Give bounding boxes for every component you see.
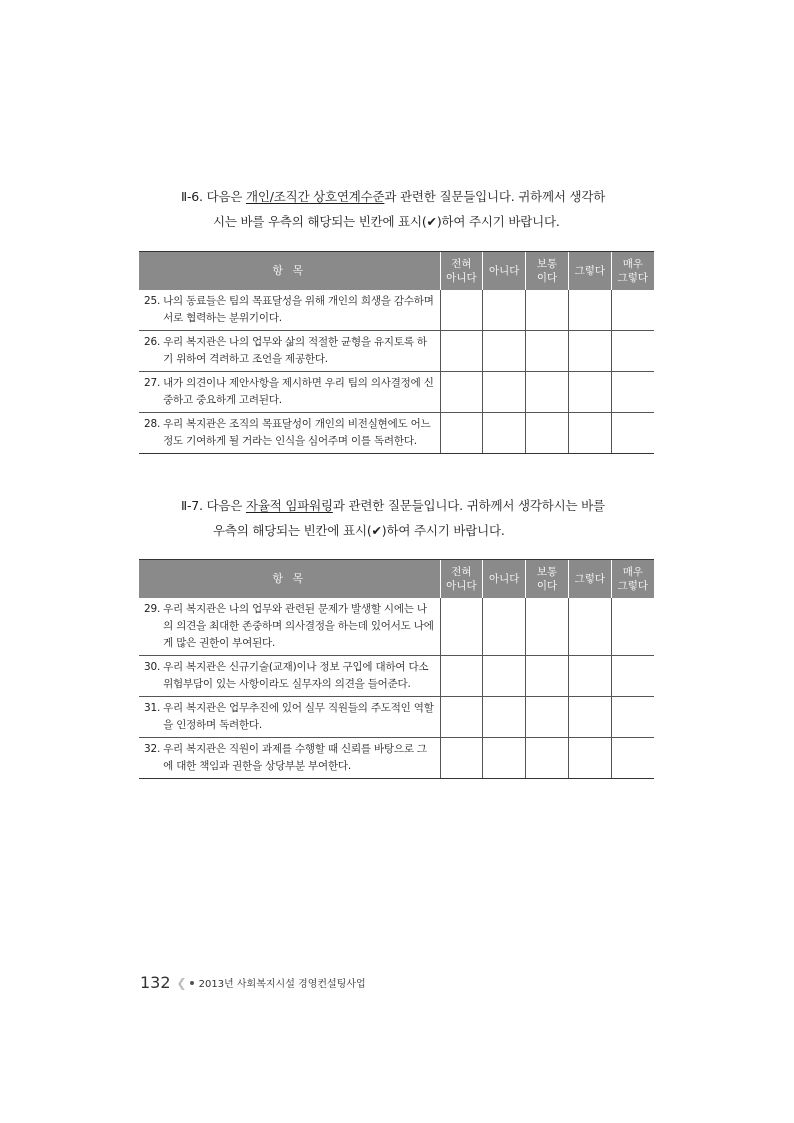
question-number: 29. (144, 603, 161, 615)
section1-intro (181, 184, 655, 234)
answer-cell-neutral[interactable] (526, 697, 569, 738)
answer-cell-neutral[interactable] (526, 656, 569, 697)
answer-cell-agree[interactable] (568, 738, 611, 779)
page-footer (140, 973, 366, 992)
table-row (139, 738, 654, 779)
header-opt-strongly-disagree: 전혀 아니다 (440, 560, 483, 599)
header-opt-strongly-disagree: 전혀 아니다 (440, 252, 483, 291)
table-row (139, 697, 654, 738)
answer-cell-strongly-disagree[interactable] (440, 656, 483, 697)
table-row (139, 372, 654, 413)
answer-cell-strongly-disagree[interactable] (440, 331, 483, 372)
section1-survey-table (139, 251, 654, 454)
answer-cell-agree[interactable] (568, 413, 611, 454)
answer-cell-agree[interactable] (568, 697, 611, 738)
question-cell (139, 331, 440, 372)
running-title: 2013년 사회복지시설 경영컨설팅사업 (198, 979, 366, 990)
bullet-icon (190, 981, 194, 985)
answer-cell-agree[interactable] (568, 598, 611, 656)
section1-intro-line2: 시는 바를 우측의 해당되는 빈칸에 표시(✔)하여 주시기 바랍니다. (213, 214, 560, 229)
answer-cell-disagree[interactable] (483, 331, 526, 372)
answer-cell-strongly-disagree[interactable] (440, 697, 483, 738)
answer-cell-neutral[interactable] (526, 290, 569, 331)
question-number: 27. (144, 377, 161, 389)
question-cell (139, 656, 440, 697)
question-text: 나의 동료들은 팀의 목표달성을 위해 개인의 희생을 감수하며 서로 협력하는 분위기이다. (163, 295, 434, 324)
answer-cell-neutral[interactable] (526, 372, 569, 413)
answer-cell-strongly-agree[interactable] (611, 656, 654, 697)
header-opt-agree: 그렇다 (568, 252, 611, 291)
page-number: 132 (140, 973, 171, 992)
answer-cell-neutral[interactable] (526, 598, 569, 656)
question-number: 28. (144, 418, 161, 430)
question-text: 내가 의견이나 제안사항을 제시하면 우리 팀의 의사결정에 신중하고 중요하게 고려된다. (163, 377, 434, 406)
section2-intro-topic: 자율적 임파워링 (245, 498, 333, 513)
question-text: 우리 복지관은 조직의 목표달성이 개인의 비전실현에도 어느 정도 기여하게 될 거라는 인식을 심어주며 이를 독려한다. (163, 418, 431, 447)
answer-cell-strongly-agree[interactable] (611, 738, 654, 779)
table-row (139, 290, 654, 331)
question-cell (139, 598, 440, 656)
table-row (139, 331, 654, 372)
question-cell (139, 738, 440, 779)
header-item: 항 목 (139, 560, 440, 599)
answer-cell-disagree[interactable] (483, 738, 526, 779)
question-text: 우리 복지관은 나의 업무와 관련된 문제가 발생할 시에는 나의 의견을 최대한 존중하며 의사결정을 하는데 있어서도 나에게 많은 권한이 부여된다. (163, 603, 434, 649)
answer-cell-strongly-disagree[interactable] (440, 290, 483, 331)
answer-cell-strongly-disagree[interactable] (440, 413, 483, 454)
question-text: 우리 복지관은 업무추진에 있어 실무 직원들의 주도적인 역할을 인정하며 독려한다. (163, 702, 434, 731)
header-opt-neutral: 보통 이다 (526, 560, 569, 599)
answer-cell-disagree[interactable] (483, 656, 526, 697)
section2-intro (181, 493, 655, 543)
question-cell (139, 413, 440, 454)
answer-cell-strongly-disagree[interactable] (440, 598, 483, 656)
header-opt-agree: 그렇다 (568, 560, 611, 599)
chevron-left-icon: ❮ (176, 975, 187, 990)
table-row (139, 413, 654, 454)
header-opt-neutral: 보통 이다 (526, 252, 569, 291)
question-number: 32. (144, 743, 161, 755)
header-item: 항 목 (139, 252, 440, 291)
header-opt-strongly-agree: 매우 그렇다 (611, 252, 654, 291)
answer-cell-neutral[interactable] (526, 413, 569, 454)
answer-cell-strongly-disagree[interactable] (440, 372, 483, 413)
answer-cell-strongly-agree[interactable] (611, 598, 654, 656)
header-opt-disagree: 아니다 (483, 252, 526, 291)
section2-intro-line2: 우측의 해당되는 빈칸에 표시(✔)하여 주시기 바랍니다. (213, 523, 505, 538)
answer-cell-strongly-agree[interactable] (611, 331, 654, 372)
section2-intro-prefix: Ⅱ-7. 다음은 (181, 498, 246, 513)
question-number: 30. (144, 661, 161, 673)
answer-cell-strongly-agree[interactable] (611, 413, 654, 454)
answer-cell-agree[interactable] (568, 290, 611, 331)
question-text: 우리 복지관은 직원이 과제를 수행할 때 신뢰를 바탕으로 그에 대한 책임과 권한을 상당부분 부여한다. (163, 743, 427, 772)
header-opt-strongly-agree: 매우 그렇다 (611, 560, 654, 599)
section2-survey-table (139, 559, 654, 779)
answer-cell-agree[interactable] (568, 372, 611, 413)
answer-cell-agree[interactable] (568, 331, 611, 372)
table-row (139, 598, 654, 656)
answer-cell-disagree[interactable] (483, 697, 526, 738)
answer-cell-disagree[interactable] (483, 598, 526, 656)
section1-intro-prefix: Ⅱ-6. 다음은 (181, 189, 246, 204)
question-number: 31. (144, 702, 161, 714)
answer-cell-strongly-agree[interactable] (611, 290, 654, 331)
question-cell (139, 372, 440, 413)
section1-intro-suffix: 과 관련한 질문들입니다. 귀하께서 생각하 (384, 189, 606, 204)
question-number: 26. (144, 336, 161, 348)
answer-cell-disagree[interactable] (483, 372, 526, 413)
question-cell (139, 290, 440, 331)
section1-intro-topic: 개인/조직간 상호연계수준 (245, 189, 385, 204)
section2-intro-suffix: 과 관련한 질문들입니다. 귀하께서 생각하시는 바를 (332, 498, 605, 513)
answer-cell-strongly-agree[interactable] (611, 372, 654, 413)
answer-cell-neutral[interactable] (526, 738, 569, 779)
answer-cell-agree[interactable] (568, 656, 611, 697)
question-text: 우리 복지관은 나의 업무와 삶의 적절한 균형을 유지토록 하기 위하여 격려하고 조언을 제공한다. (163, 336, 427, 365)
header-opt-disagree: 아니다 (483, 560, 526, 599)
question-number: 25. (144, 295, 161, 307)
table-header-row (139, 252, 654, 291)
question-cell (139, 697, 440, 738)
table-row (139, 656, 654, 697)
answer-cell-neutral[interactable] (526, 331, 569, 372)
answer-cell-strongly-agree[interactable] (611, 697, 654, 738)
table-header-row (139, 560, 654, 599)
answer-cell-disagree[interactable] (483, 413, 526, 454)
answer-cell-disagree[interactable] (483, 290, 526, 331)
answer-cell-strongly-disagree[interactable] (440, 738, 483, 779)
question-text: 우리 복지관은 신규기술(교재)이나 정보 구입에 대하여 다소 위험부담이 있는 사항이라도 실무자의 의견을 들어준다. (163, 661, 429, 690)
